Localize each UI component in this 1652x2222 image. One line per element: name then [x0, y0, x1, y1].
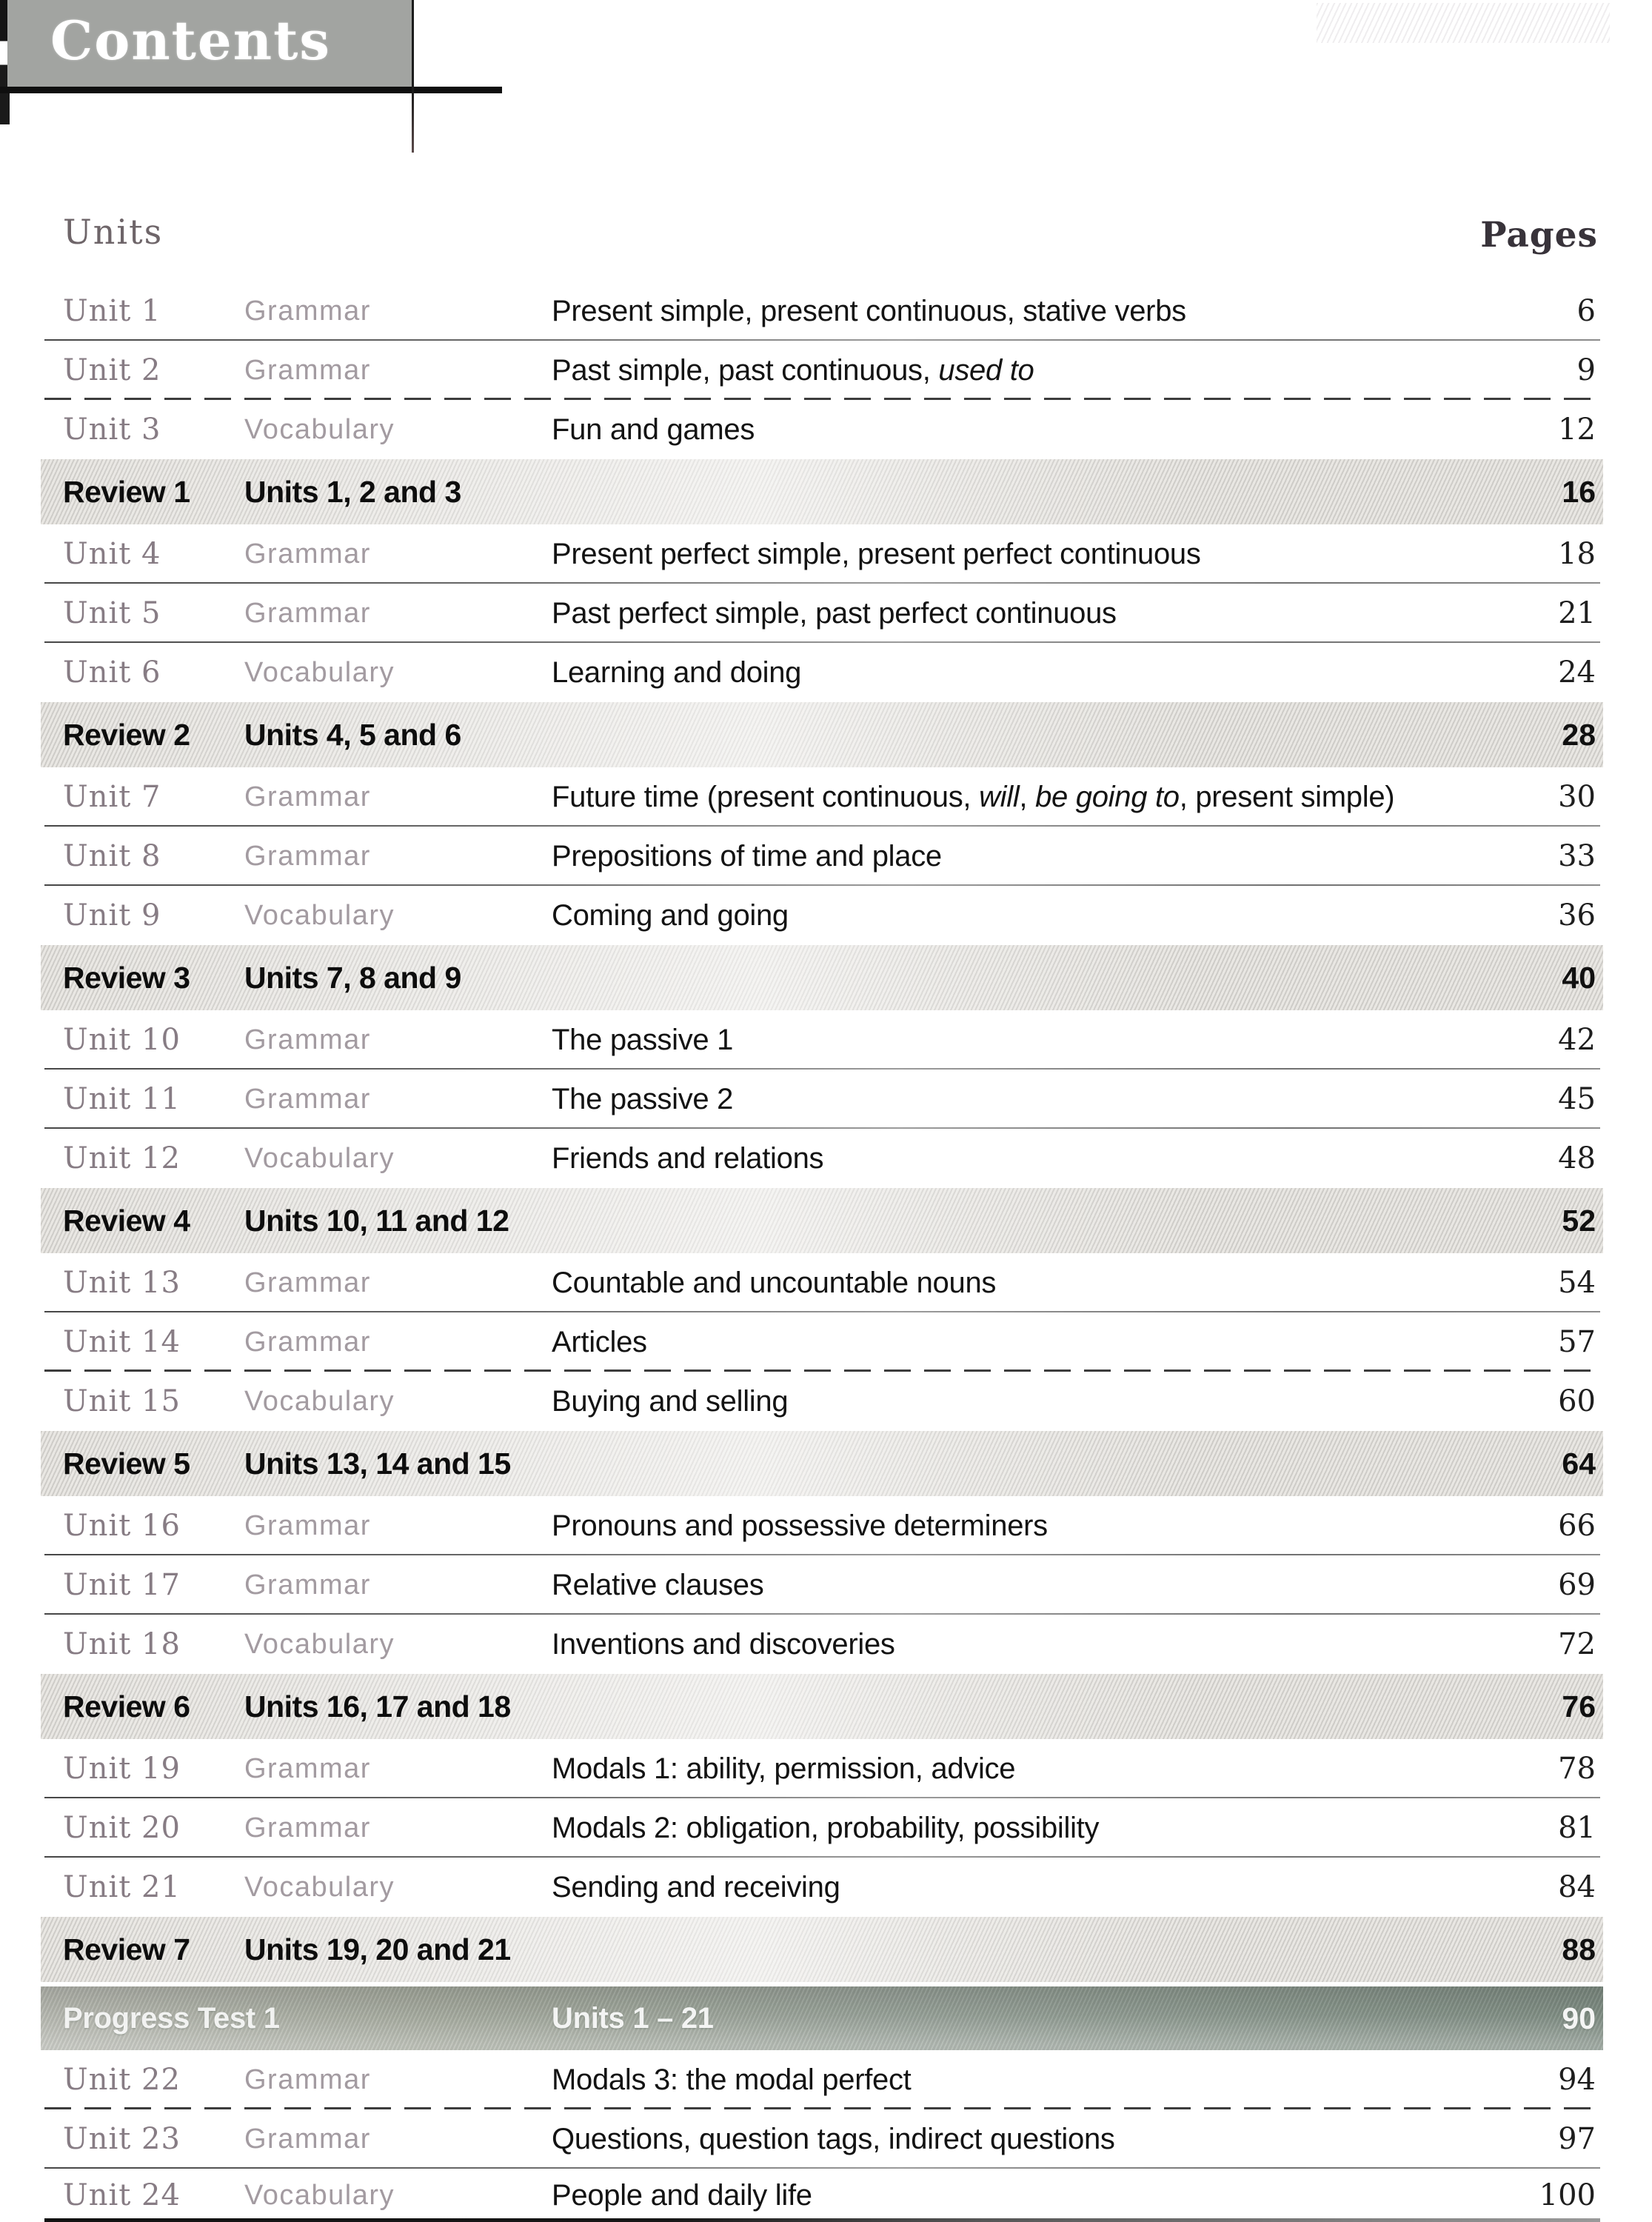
review-page-number: 52 [1562, 1203, 1596, 1238]
unit-page-number: 30 [1558, 780, 1596, 814]
unit-title: Future time (present continuous, will, be going to, present simple) [552, 780, 1395, 813]
review-units-span: Units 10, 11 and 12 [244, 1203, 509, 1238]
unit-category: Grammar [244, 295, 371, 327]
toc-unit-row [0, 767, 1652, 827]
review-page-number: 16 [1562, 474, 1596, 509]
toc-review-row [41, 1188, 1603, 1253]
unit-page-number: 94 [1558, 2063, 1596, 2097]
unit-category: Grammar [244, 1024, 371, 1055]
toc-review-row [41, 945, 1603, 1010]
toc-review-row [41, 1431, 1603, 1496]
unit-label: Unit 11 [63, 1082, 181, 1116]
unit-label: Unit 6 [63, 655, 161, 690]
unit-page-number: 100 [1539, 2178, 1596, 2212]
unit-title: Countable and uncountable nouns [552, 1266, 997, 1299]
review-label: Review 1 [63, 474, 190, 509]
toc-unit-row [0, 1070, 1652, 1129]
toc-review-row [41, 459, 1603, 524]
unit-category: Grammar [244, 1509, 371, 1541]
toc-review-row [41, 1674, 1603, 1739]
unit-category: Vocabulary [244, 413, 395, 445]
unit-title: People and daily life [552, 2178, 812, 2212]
unit-label: Unit 12 [63, 1141, 181, 1175]
unit-category: Grammar [244, 781, 371, 813]
unit-title: The passive 2 [552, 1082, 734, 1115]
toc-unit-row [0, 1496, 1652, 1555]
review-page-number: 64 [1562, 1446, 1596, 1481]
toc-unit-row [0, 2050, 1652, 2109]
unit-page-number: 9 [1576, 353, 1596, 387]
unit-page-number: 48 [1558, 1141, 1596, 1175]
unit-page-number: 54 [1558, 1266, 1596, 1300]
unit-page-number: 36 [1558, 898, 1596, 932]
unit-page-number: 72 [1558, 1627, 1596, 1661]
pages-column-header: Pages [1480, 215, 1598, 256]
review-page-number: 76 [1562, 1689, 1596, 1724]
unit-title: Inventions and discoveries [552, 1627, 895, 1661]
table-of-contents [0, 281, 1652, 2222]
unit-title: Present simple, present continuous, stative verbs [552, 294, 1186, 327]
unit-title: Modals 2: obligation, probability, possibility [552, 1811, 1100, 1844]
unit-category: Grammar [244, 1752, 371, 1784]
unit-page-number: 97 [1558, 2122, 1596, 2156]
unit-category: Vocabulary [244, 656, 395, 688]
review-label: Review 3 [63, 960, 190, 995]
unit-title: Present perfect simple, present perfect continuous [552, 537, 1201, 570]
toc-review-row [41, 702, 1603, 767]
review-page-number: 40 [1562, 960, 1596, 995]
unit-label: Unit 10 [63, 1023, 181, 1057]
unit-title: Learning and doing [552, 655, 802, 689]
unit-category: Vocabulary [244, 1385, 395, 1417]
unit-category: Grammar [244, 2123, 371, 2155]
toc-unit-row [0, 2169, 1652, 2222]
unit-label: Unit 16 [63, 1509, 181, 1543]
unit-label: Unit 1 [63, 294, 161, 328]
unit-page-number: 24 [1558, 655, 1596, 690]
units-column-header: Units [63, 212, 164, 252]
toc-unit-row [0, 1129, 1652, 1188]
unit-label: Unit 22 [63, 2063, 181, 2097]
toc-unit-row [0, 400, 1652, 459]
review-units-span: Units 13, 14 and 15 [244, 1446, 511, 1481]
unit-title: Sending and receiving [552, 1870, 840, 1904]
toc-review-row [41, 1917, 1603, 1982]
header-vertical-line [412, 0, 414, 153]
review-page-number: 28 [1562, 717, 1596, 752]
unit-title: Pronouns and possessive determiners [552, 1509, 1048, 1542]
unit-title: Articles [552, 1325, 647, 1358]
toc-unit-row [0, 1010, 1652, 1070]
review-label: Review 7 [63, 1932, 190, 1966]
unit-title: Buying and selling [552, 1384, 789, 1418]
unit-page-number: 12 [1558, 413, 1596, 447]
unit-label: Unit 18 [63, 1627, 181, 1661]
unit-page-number: 57 [1558, 1325, 1596, 1359]
unit-page-number: 21 [1558, 596, 1596, 630]
toc-unit-row [0, 1858, 1652, 1917]
unit-label: Unit 3 [63, 413, 161, 447]
unit-category: Vocabulary [244, 1142, 395, 1174]
review-page-number: 88 [1562, 1932, 1596, 1966]
unit-category: Grammar [244, 1326, 371, 1358]
unit-page-number: 69 [1558, 1568, 1596, 1602]
unit-category: Grammar [244, 2063, 371, 2095]
toc-unit-row [0, 2109, 1652, 2169]
toc-unit-row [0, 1372, 1652, 1431]
row-separator [44, 2218, 1600, 2222]
toc-unit-row [0, 886, 1652, 945]
unit-label: Unit 8 [63, 839, 161, 873]
unit-title: Modals 1: ability, permission, advice [552, 1752, 1016, 1785]
unit-title: The passive 1 [552, 1023, 734, 1056]
toc-unit-row [0, 1312, 1652, 1372]
unit-category: Vocabulary [244, 2179, 395, 2211]
unit-page-number: 60 [1558, 1384, 1596, 1418]
review-units-span: Units 16, 17 and 18 [244, 1689, 511, 1724]
unit-page-number: 33 [1558, 839, 1596, 873]
review-label: Review 2 [63, 717, 190, 752]
header-horizontal-rule [0, 87, 502, 93]
unit-title: Past simple, past continuous, used to [552, 353, 1034, 387]
unit-label: Unit 9 [63, 898, 161, 932]
unit-category: Grammar [244, 538, 371, 570]
unit-label: Unit 20 [63, 1811, 181, 1845]
unit-category: Grammar [244, 1083, 371, 1115]
toc-unit-row [0, 584, 1652, 643]
toc-unit-row [0, 1798, 1652, 1858]
unit-page-number: 45 [1558, 1082, 1596, 1116]
toc-unit-row [0, 1555, 1652, 1615]
unit-page-number: 18 [1558, 537, 1596, 571]
unit-label: Unit 14 [63, 1325, 181, 1359]
toc-unit-row [0, 524, 1652, 584]
review-label: Review 5 [63, 1446, 190, 1481]
page-title: Contents [50, 9, 331, 72]
toc-unit-row [0, 1253, 1652, 1312]
unit-page-number: 66 [1558, 1509, 1596, 1543]
toc-unit-row [0, 281, 1652, 341]
unit-title: Relative clauses [552, 1568, 764, 1601]
toc-unit-row [0, 341, 1652, 400]
unit-category: Grammar [244, 1569, 371, 1601]
review-units-span: Units 19, 20 and 21 [244, 1932, 511, 1966]
toc-unit-row [0, 827, 1652, 886]
unit-label: Unit 24 [63, 2178, 181, 2212]
unit-page-number: 84 [1558, 1870, 1596, 1904]
unit-title: Fun and games [552, 413, 755, 446]
unit-label: Unit 13 [63, 1266, 181, 1300]
unit-category: Vocabulary [244, 899, 395, 931]
unit-label: Unit 4 [63, 537, 161, 571]
review-label: Review 6 [63, 1689, 190, 1724]
unit-label: Unit 19 [63, 1752, 181, 1786]
unit-category: Grammar [244, 1267, 371, 1298]
unit-page-number: 78 [1558, 1752, 1596, 1786]
unit-category: Grammar [244, 840, 371, 872]
unit-category: Grammar [244, 354, 371, 386]
unit-title: Questions, question tags, indirect questions [552, 2122, 1115, 2155]
unit-category: Vocabulary [244, 1871, 395, 1903]
unit-page-number: 42 [1558, 1023, 1596, 1057]
unit-label: Unit 7 [63, 780, 161, 814]
review-label: Review 4 [63, 1203, 190, 1238]
unit-label: Unit 2 [63, 353, 161, 387]
review-units-span: Units 7, 8 and 9 [244, 960, 461, 995]
toc-unit-row [0, 1615, 1652, 1674]
unit-page-number: 6 [1576, 294, 1596, 328]
review-units-span: Units 1, 2 and 3 [244, 474, 461, 509]
unit-title: Prepositions of time and place [552, 839, 942, 873]
toc-unit-row [0, 1739, 1652, 1798]
unit-title: Coming and going [552, 898, 789, 932]
unit-category: Grammar [244, 1812, 371, 1844]
unit-category: Grammar [244, 597, 371, 629]
toc-progress-test-row [41, 1986, 1603, 2050]
unit-label: Unit 5 [63, 596, 161, 630]
unit-label: Unit 21 [63, 1870, 181, 1904]
unit-label: Unit 15 [63, 1384, 181, 1418]
unit-title: Past perfect simple, past perfect continuous [552, 596, 1117, 630]
unit-category: Vocabulary [244, 1628, 395, 1660]
progress-test-label: Progress Test 1 [63, 2001, 280, 2035]
progress-test-units-span: Units 1 – 21 [552, 2001, 714, 2035]
unit-label: Unit 23 [63, 2122, 181, 2156]
unit-page-number: 81 [1558, 1811, 1596, 1845]
unit-title: Modals 3: the modal perfect [552, 2063, 912, 2096]
progress-test-page-number: 90 [1562, 2001, 1596, 2035]
toc-unit-row [0, 643, 1652, 702]
scan-corner-texture [1317, 3, 1610, 43]
unit-title: Friends and relations [552, 1141, 824, 1175]
review-units-span: Units 4, 5 and 6 [244, 717, 461, 752]
unit-label: Unit 17 [63, 1568, 181, 1602]
